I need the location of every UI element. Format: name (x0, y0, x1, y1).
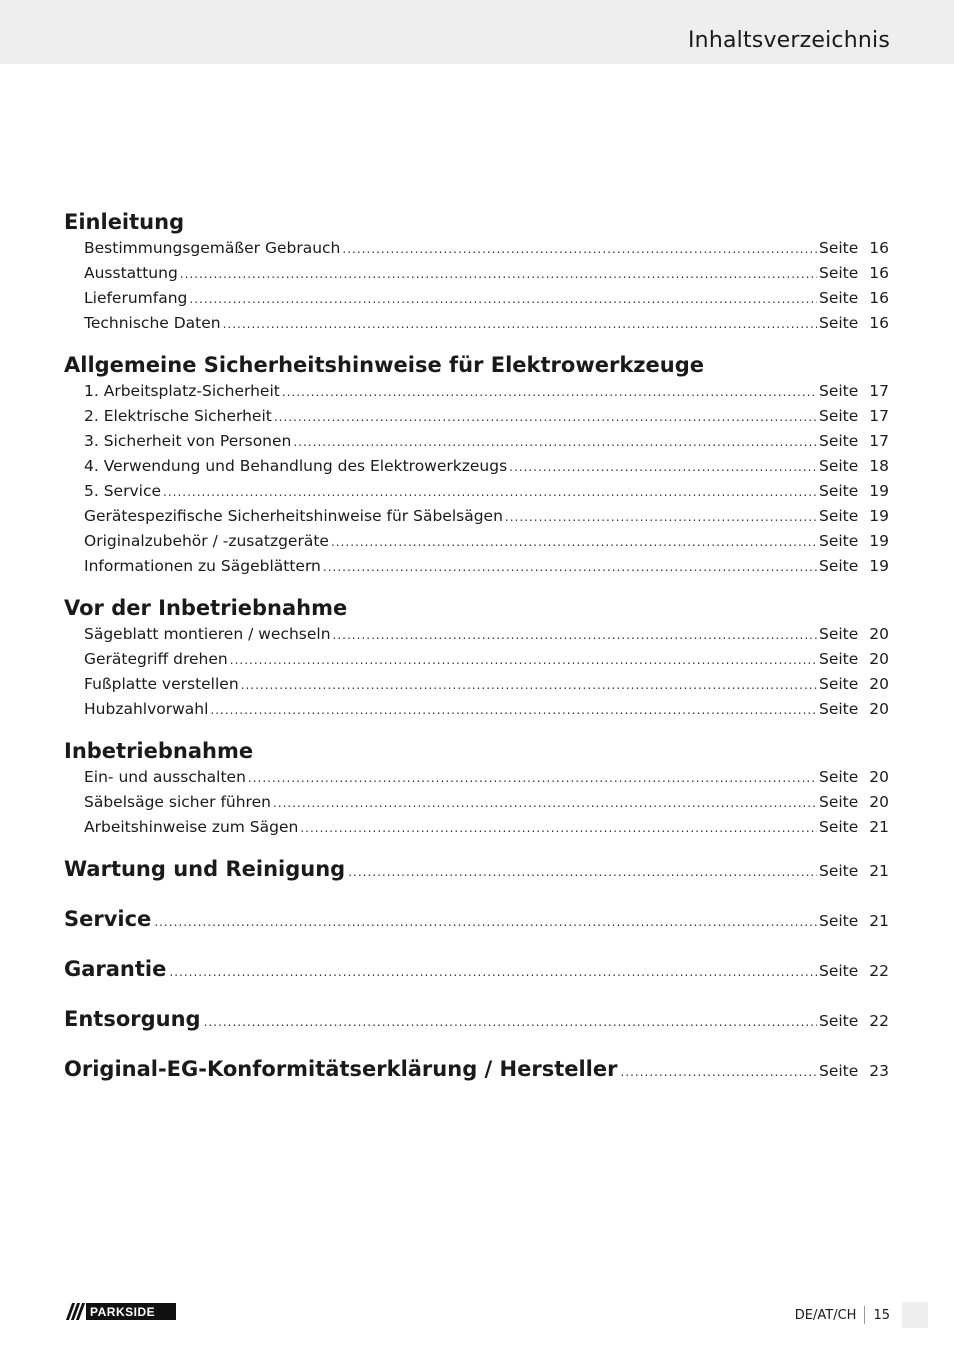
leader-dots (154, 908, 817, 936)
leader-dots (300, 816, 817, 841)
toc-entry[interactable] (84, 404, 889, 429)
section-title: Garantie (64, 957, 167, 981)
toc-single-wartung[interactable] (64, 855, 889, 905)
page-word: Seite (819, 862, 859, 880)
page-word: Seite (819, 557, 859, 575)
entry-label: Gerätespezifische Sicherheitshinweise für Säbelsägen (84, 507, 503, 525)
leader-dots (223, 312, 817, 337)
page-word: Seite (819, 793, 859, 811)
leader-dots (273, 791, 817, 816)
page-word: Seite (819, 1012, 859, 1030)
entry-label: 5. Service (84, 482, 162, 500)
leader-dots (342, 237, 817, 262)
toc-entry[interactable] (84, 622, 889, 647)
page-number: 20 (869, 650, 889, 668)
toc-entry[interactable] (84, 765, 889, 790)
table-of-contents (64, 208, 889, 1105)
page-word: Seite (819, 625, 859, 643)
leader-dots (282, 380, 817, 405)
leader-dots (331, 530, 817, 555)
page-number: 22 (869, 1012, 889, 1030)
page-number: 17 (869, 382, 889, 400)
page-number: 20 (869, 625, 889, 643)
toc-entry[interactable] (84, 790, 889, 815)
entry-label: 4. Verwendung und Behandlung des Elektrowerkzeugs (84, 457, 508, 475)
section-title: Allgemeine Sicherheitshinweise für Elektrowerkzeuge (64, 353, 704, 377)
leader-dots (323, 555, 817, 580)
page-number: 16 (869, 314, 889, 332)
page-number: 16 (869, 239, 889, 257)
toc-entry[interactable] (84, 286, 889, 311)
toc-entry[interactable] (84, 529, 889, 554)
section-title: Wartung und Reinigung (64, 857, 346, 881)
leader-dots (230, 648, 817, 673)
page-number: 19 (869, 557, 889, 575)
entry-label: Fußplatte verstellen (84, 675, 239, 693)
page-number: 17 (869, 432, 889, 450)
page-number: 19 (869, 507, 889, 525)
toc-entry[interactable] (84, 479, 889, 504)
toc-entry[interactable] (84, 454, 889, 479)
page-number: 21 (869, 818, 889, 836)
toc-section-inbetriebnahme (64, 737, 889, 840)
page-word: Seite (819, 675, 859, 693)
page-word: Seite (819, 532, 859, 550)
leader-dots (180, 262, 817, 287)
leader-dots (505, 505, 817, 530)
entry-label: 1. Arbeitsplatz-Sicherheit (84, 382, 280, 400)
page-number: 20 (869, 700, 889, 718)
page-number: 22 (869, 962, 889, 980)
toc-single-service[interactable] (64, 905, 889, 955)
toc-entry[interactable] (84, 379, 889, 404)
brand-logo (64, 1303, 176, 1320)
page-number: 19 (869, 482, 889, 500)
entry-label: Gerätegriff drehen (84, 650, 228, 668)
page-number: 23 (869, 1062, 889, 1080)
entry-label: Bestimmungsgemäßer Gebrauch (84, 239, 341, 257)
entry-label: 2. Elektrische Sicherheit (84, 407, 272, 425)
leader-dots (620, 1058, 817, 1086)
page-number: 20 (869, 675, 889, 693)
brand-name: PARKSIDE (90, 1304, 156, 1319)
toc-single-garantie[interactable] (64, 955, 889, 1005)
toc-entry[interactable] (84, 261, 889, 286)
section-title: Entsorgung (64, 1007, 201, 1031)
page-word: Seite (819, 264, 859, 282)
section-title: Vor der Inbetriebnahme (64, 596, 348, 620)
page-number: 21 (869, 912, 889, 930)
leader-dots (210, 698, 817, 723)
leader-dots (333, 623, 817, 648)
entry-label: Ausstattung (84, 264, 178, 282)
header-bar (0, 0, 954, 64)
toc-entry[interactable] (84, 672, 889, 697)
page-number: 20 (869, 793, 889, 811)
toc-section-sicherheitshinweise (64, 351, 889, 579)
page-footer (795, 1302, 928, 1328)
toc-entry[interactable] (84, 554, 889, 579)
page-number: 21 (869, 862, 889, 880)
page-word: Seite (819, 432, 859, 450)
region-label: DE/AT/CH (794, 1307, 857, 1323)
entry-label: Technische Daten (84, 314, 221, 332)
entry-label: Sägeblatt montieren / wechseln (84, 625, 331, 643)
toc-entry[interactable] (84, 311, 889, 336)
page-corner-box (902, 1302, 928, 1328)
entry-label: Arbeitshinweise zum Sägen (84, 818, 299, 836)
section-title: Service (64, 907, 152, 931)
page-word: Seite (819, 818, 859, 836)
entry-label: Ein- und ausschalten (84, 768, 246, 786)
toc-entry[interactable] (84, 429, 889, 454)
logo-slashes-icon (64, 1303, 86, 1320)
page-number: 17 (869, 407, 889, 425)
toc-section-einleitung (64, 208, 889, 336)
page-word: Seite (819, 239, 859, 257)
page-number: 20 (869, 768, 889, 786)
leader-dots (348, 858, 817, 886)
leader-dots (241, 673, 817, 698)
leader-dots (169, 958, 817, 986)
entry-label: Originalzubehör / -zusatzgeräte (84, 532, 329, 550)
page-number: 19 (869, 532, 889, 550)
page-word: Seite (819, 314, 859, 332)
page-word: Seite (819, 768, 859, 786)
page-number: 15 (873, 1307, 890, 1323)
footer-divider (864, 1306, 865, 1324)
leader-dots (293, 430, 817, 455)
toc-entry[interactable] (84, 504, 889, 529)
entry-label: Lieferumfang (84, 289, 188, 307)
page-number: 18 (869, 457, 889, 475)
page-number: 16 (869, 289, 889, 307)
page-word: Seite (819, 457, 859, 475)
page-word: Seite (819, 507, 859, 525)
page-word: Seite (819, 407, 859, 425)
leader-dots (274, 405, 817, 430)
leader-dots (189, 287, 817, 312)
section-title: Original-EG-Konformitätserklärung / Hersteller (64, 1057, 618, 1081)
section-title: Einleitung (64, 210, 185, 234)
page-word: Seite (819, 382, 859, 400)
toc-entry[interactable] (84, 236, 889, 261)
entry-label: Säbelsäge sicher führen (84, 793, 271, 811)
entry-label: Informationen zu Sägeblättern (84, 557, 321, 575)
page-word: Seite (819, 962, 859, 980)
leader-dots (163, 480, 817, 505)
leader-dots (509, 455, 817, 480)
toc-entry[interactable] (84, 697, 889, 722)
toc-section-vor-inbetriebnahme (64, 594, 889, 722)
page-word: Seite (819, 482, 859, 500)
toc-entry[interactable] (84, 815, 889, 840)
page-word: Seite (819, 912, 859, 930)
leader-dots (204, 1008, 817, 1036)
toc-single-konformitaet[interactable] (64, 1055, 889, 1105)
leader-dots (248, 766, 817, 791)
page-number: 16 (869, 264, 889, 282)
page-word: Seite (819, 700, 859, 718)
toc-entry[interactable] (84, 647, 889, 672)
entry-label: 3. Sicherheit von Personen (84, 432, 292, 450)
page-word: Seite (819, 289, 859, 307)
toc-single-entsorgung[interactable] (64, 1005, 889, 1055)
page-word: Seite (819, 1062, 859, 1080)
section-title: Inbetriebnahme (64, 739, 254, 763)
entry-label: Hubzahlvorwahl (84, 700, 209, 718)
page-title: Inhaltsverzeichnis (687, 28, 890, 53)
page-word: Seite (819, 650, 859, 668)
